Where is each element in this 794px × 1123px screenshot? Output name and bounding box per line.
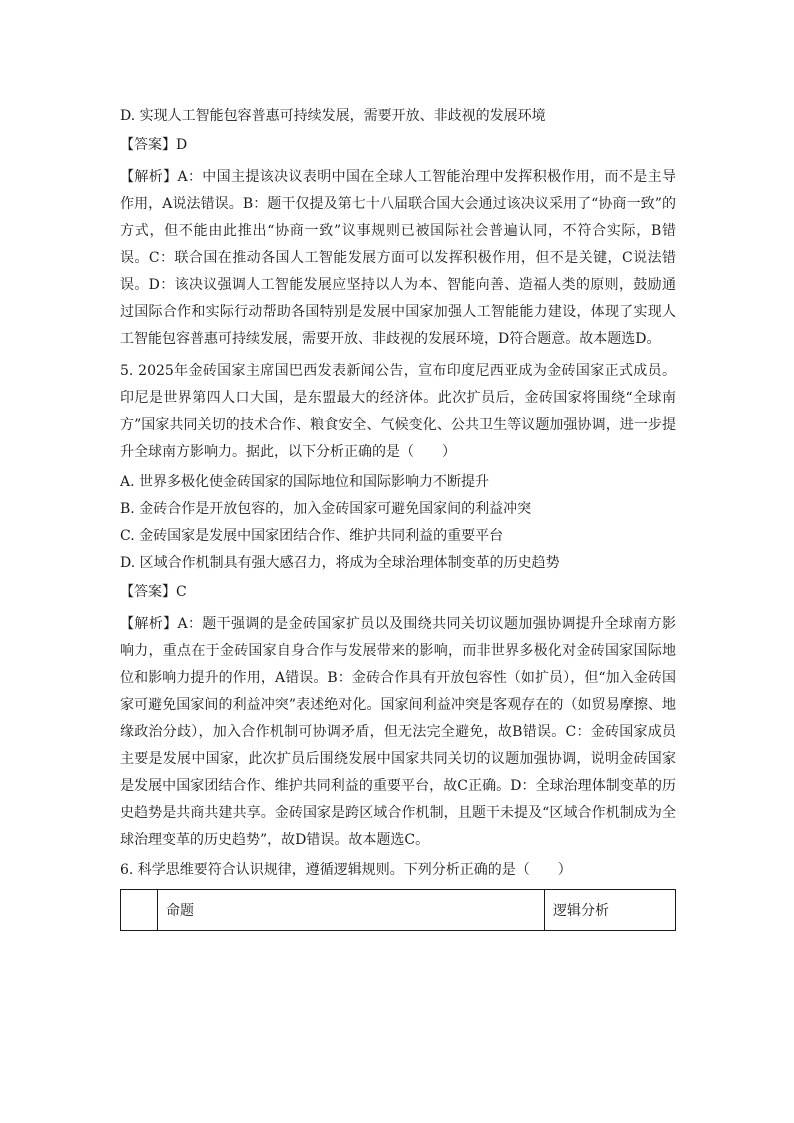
table-index-cell (121, 890, 158, 931)
q4-option-d: D. 实现人工智能包容普惠可持续发展，需要开放、非歧视的发展环境 (120, 108, 546, 124)
q5-option-a: A. 世界多极化使金砖国家的国际地位和国际影响力不断提升 (120, 474, 490, 490)
q4-analysis: 【解析】A：中国主提该决议表明中国在全球人工智能治理中发挥积极作用，而不是主导作用，A说法错误。B：题干仅提及第七十八届联合国大会通过该决议采用了“协商一致”的方式，但不能由此推出“协商一致”议事规则已被国际社会普遍认同，不符合实际，B错误。C：联合国在推动各国人工智能发展方面可以发挥积极作用，但不是关键，C说法错误。D：该决议强调人工智能发展应坚持以人为本、智能向善、造福人类的原则，鼓励通过国际合作和实际行动帮助各国特别是发展中国家加强人工智能能力建设，体现了实现人工智能包容普惠可持续发展，需要开放、非歧视的发展环境，D符合题意。故本题选D。 (120, 169, 676, 347)
q5-stem: 5. 2025年金砖国家主席国巴西发表新闻公告，宣布印度尼西亚成为金砖国家正式成员。印尼是世界第四人口大国，是东盟最大的经济体。此次扩员后，金砖国家将围绕“全球南方”国家共同关切的技术合作、粮食安全、气候变化、公共卫生等议题加强协调，进一步提升全球南方影响力。据此，以下分析正确的是（ ） (120, 363, 676, 460)
q5-analysis: 【解析】A：题干强调的是金砖国家扩员以及围绕共同关切议题加强协调提升全球南方影响力，重点在于金砖国家自身合作与发展带来的影响，而非世界多极化对金砖国家国际地位和影响力提升的作用，A错误。B：金砖合作具有开放包容性（如扩员），但“加入金砖国家可避免国家间的利益冲突”表述绝对化。国家间利益冲突是客观存在的（如贸易摩擦、地缘政治分歧），加入合作机制可协调矛盾，但无法完全避免，故B错误。C：金砖国家成员主要是发展中国家，此次扩员后围绕发展中国家共同关切的议题加强协调，说明金砖国家是发展中国家团结合作、维护共同利益的重要平台，故C正确。D：全球治理体制变革的历史趋势是共商共建共享。金砖国家是跨区域合作机制，且题干未提及“区域合作机制成为全球治理变革的历史趋势”，故D错误。故本题选C。 (120, 616, 676, 848)
q5-option-b: B. 金砖合作是开放包容的，加入金砖国家可避免国家间的利益冲突 (120, 501, 532, 517)
table-header-analysis: 逻辑分析 (545, 890, 676, 931)
q4-answer: 【答案】D (120, 137, 188, 153)
document-page (120, 100, 676, 931)
q5-answer: 【答案】C (120, 584, 187, 600)
table-header-proposition: 命题 (158, 890, 545, 931)
q5-option-d: D. 区域合作机制具有强大感召力，将成为全球治理体制变革的历史趋势 (120, 555, 560, 571)
q6-stem: 6. 科学思维要符合认识规律，遵循逻辑规则。下列分析正确的是（ ） (120, 862, 572, 878)
q6-table (120, 889, 676, 931)
table-header-row (121, 890, 676, 931)
q5-option-c: C. 金砖国家是发展中国家团结合作、维护共同利益的重要平台 (120, 528, 504, 544)
